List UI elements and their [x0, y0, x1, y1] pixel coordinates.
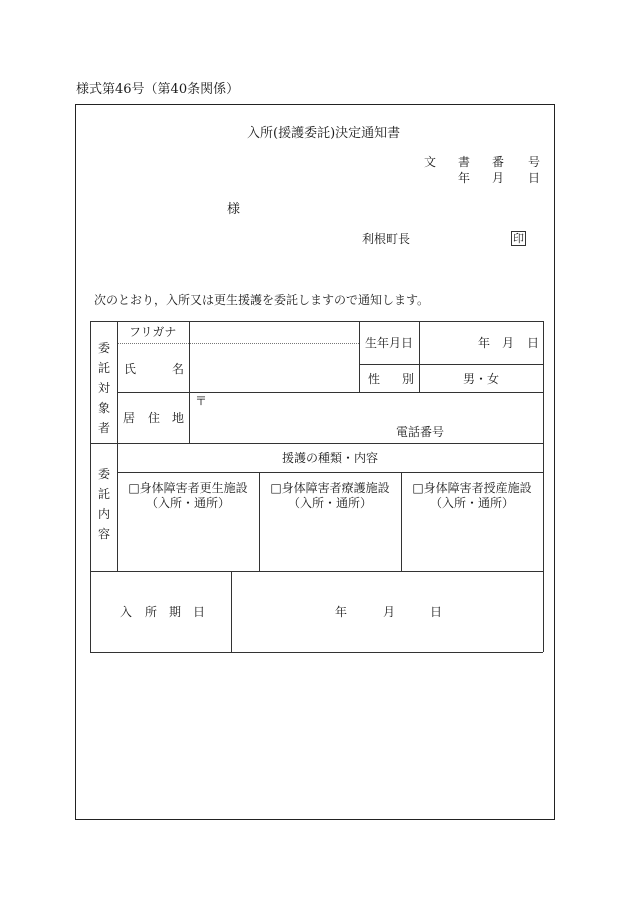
- admission-label-char-4: 日: [193, 605, 206, 619]
- birthdate-label: 生年月日: [365, 336, 414, 350]
- addressee-suffix: 様: [227, 202, 241, 217]
- postal-mark: 〒: [195, 394, 208, 408]
- document-title: 入所(援護委託)決定通知書: [247, 126, 401, 141]
- doc-number-char-3: 番: [492, 155, 505, 169]
- birthdate-year: 年: [478, 336, 491, 350]
- option-work-facility-sub: （入所・通所）: [429, 496, 514, 510]
- subject-section-label: 委託対象者: [97, 341, 110, 435]
- address-label-char-1: 居: [123, 411, 136, 425]
- issue-month-label: 月: [492, 171, 505, 185]
- name-label-char-2: 名: [172, 362, 185, 376]
- sex-label-char-1: 性: [368, 372, 381, 386]
- option-care-facility: □身体障害者療護施設: [270, 481, 390, 495]
- sex-label-char-2: 別: [402, 372, 415, 386]
- admission-day: 日: [430, 605, 443, 619]
- birthdate-day: 日: [527, 336, 540, 350]
- doc-number-char-2: 書: [458, 155, 471, 169]
- doc-number-char-1: 文: [424, 155, 437, 169]
- option-care-facility-sub: （入所・通所）: [287, 496, 372, 510]
- address-label-char-2: 住: [148, 411, 161, 425]
- admission-label-char-1: 入: [120, 605, 133, 619]
- form-id: 様式第46号（第40条関係）: [76, 82, 240, 97]
- intro-text: 次のとおり，入所又は更生援護を委託しますので通知します。: [94, 293, 430, 307]
- admission-year: 年: [335, 605, 348, 619]
- admission-label-char-3: 期: [169, 605, 182, 619]
- contents-header: 援護の種類・内容: [281, 451, 378, 465]
- seal-mark: 印: [513, 232, 524, 245]
- admission-label-char-2: 所: [145, 605, 158, 619]
- issue-day-label: 日: [528, 171, 541, 185]
- birthdate-month: 月: [502, 336, 515, 350]
- option-rehab-facility: □身体障害者更生施設: [128, 481, 248, 495]
- furigana-label: フリガナ: [129, 325, 177, 339]
- contents-section-label: 委託内容: [97, 467, 110, 541]
- admission-month: 月: [383, 605, 396, 619]
- option-rehab-facility-sub: （入所・通所）: [145, 496, 230, 510]
- doc-number-char-4: 号: [528, 155, 541, 169]
- sex-value: 男・女: [463, 372, 500, 386]
- address-label-char-3: 地: [172, 411, 185, 425]
- name-label-char-1: 氏: [124, 362, 137, 376]
- issue-year-label: 年: [458, 171, 471, 185]
- issuer-name: 利根町長: [362, 232, 411, 246]
- option-work-facility: □身体障害者授産施設: [412, 481, 532, 495]
- phone-label: 電話番号: [396, 425, 445, 439]
